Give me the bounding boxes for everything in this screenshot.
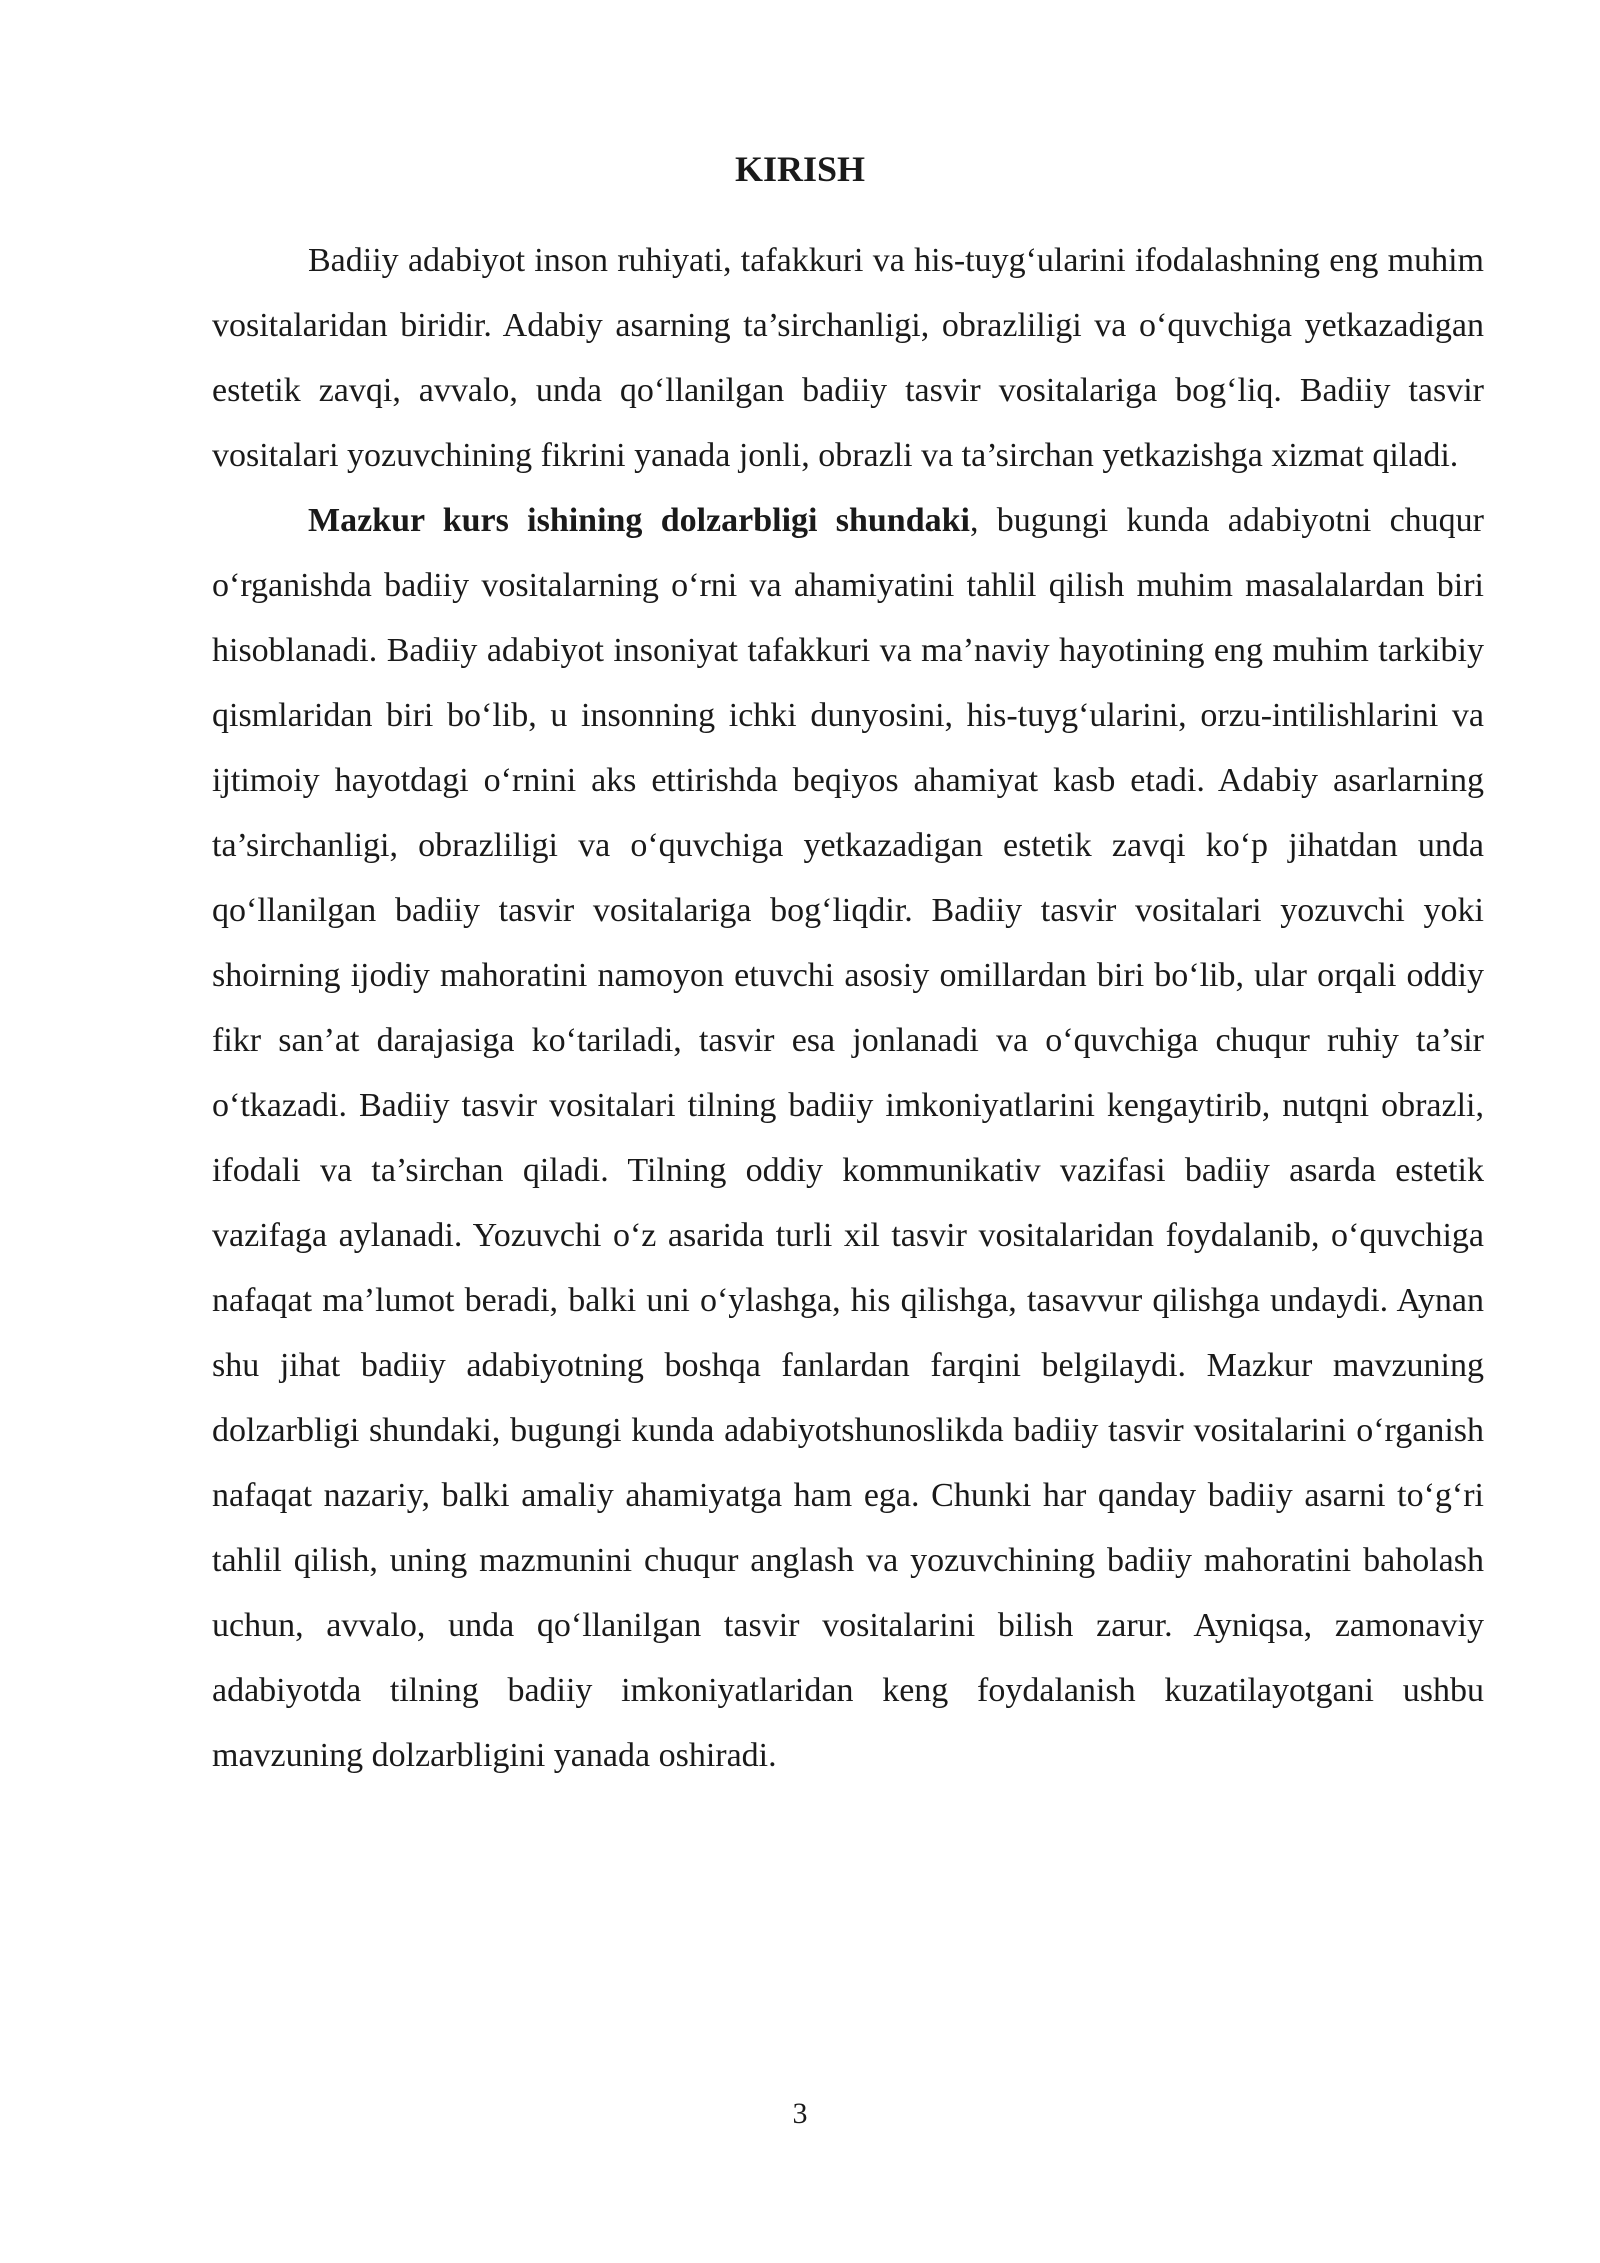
paragraph-intro: Badiiy adabiyot inson ruhiyati, tafakkuri va his-tuyg‘ularini ifodalashning eng muhim vositalaridan biridir. Adabiy asarning ta’sirchanligi, obrazliligi va o‘quvchiga yetkazadigan estetik zavqi, avvalo, unda qo‘llanilgan badiiy tasvir vositalariga bog‘liq. Badiiy tasvir vositalari yozuvchining fikrini yanada jonli, obrazli va ta’sirchan yetkazishga xizmat qiladi. [212, 242, 1484, 474]
document-body [212, 228, 1484, 1788]
paragraph-relevance [212, 488, 1484, 1788]
page-title: KIRISH [734, 149, 866, 189]
page-number: 3 [792, 2097, 808, 2130]
paragraph-relevance-lead: Mazkur kurs ishining dolzarbligi shundaki [308, 502, 970, 539]
paragraph-relevance-text: , bugungi kunda adabiyotni chuqur o‘rganishda badiiy vositalarning o‘rni va ahamiyatini tahlil qilish muhim masalalardan biri hisoblanadi. Badiiy adabiyot insoniyat tafakkuri va ma’naviy hayotining eng muhim tarkibiy qismlaridan biri bo‘lib, u insonning ichki dunyosini, his-tuyg‘ularini, orzu-intilishlarini va ijtimoiy hayotdagi o‘rnini aks ettirishda beqiyos ahamiyat kasb etadi. Adabiy asarlarning ta’sirchanligi, obrazliligi va o‘quvchiga yetkazadigan estetik zavqi ko‘p jihatdan unda qo‘llanilgan badiiy tasvir vositalariga bog‘liqdir. Badiiy tasvir vositalari yozuvchi yoki shoirning ijodiy mahoratini namoyon etuvchi asosiy omillardan biri bo‘lib, ular orqali oddiy fikr san’at darajasiga ko‘tariladi, tasvir esa jonlanadi va o‘quvchiga chuqur ruhiy ta’sir o‘tkazadi. Badiiy tasvir vositalari tilning badiiy imkoniyatlarini kengaytirib, nutqni obrazli, ifodali va ta’sirchan qiladi. Tilning oddiy kommunikativ vazifasi badiiy asarda estetik vazifaga aylanadi. Yozuvchi o‘z asarida turli xil tasvir vositalaridan foydalanib, o‘quvchiga nafaqat ma’lumot beradi, balki uni o‘ylashga, his qilishga, tasavvur qilishga undaydi. Aynan shu jihat badiiy adabiyotning boshqa fanlardan farqini belgilaydi. Mazkur mavzuning dolzarbligi shundaki, bugungi kunda adabiyotshunoslikda badiiy tasvir vositalarini o‘rganish nafaqat nazariy, balki amaliy ahamiyatga ham ega. Chunki har qanday badiiy asarni to‘g‘ri tahlil qilish, uning mazmunini chuqur anglash va yozuvchining badiiy mahoratini baholash uchun, avvalo, unda qo‘llanilgan tasvir vositalarini bilish zarur. Ayniqsa, zamonaviy adabiyotda tilning badiiy imkoniyatlaridan keng foydalanish kuzatilayotgani ushbu mavzuning dolzarbligini yanada oshiradi. [212, 502, 1484, 1774]
